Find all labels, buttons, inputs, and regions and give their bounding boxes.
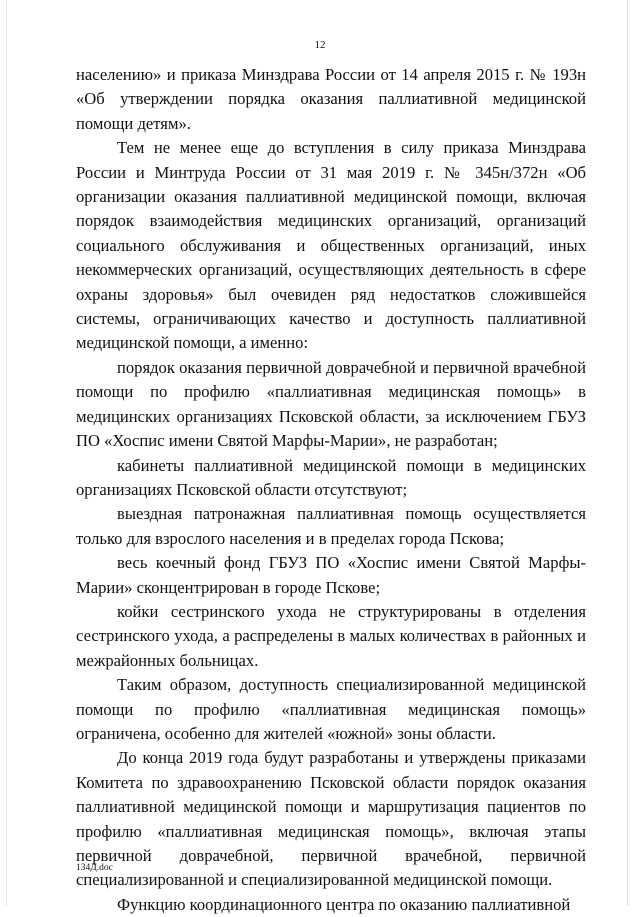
paragraph-5: выездная патронажная паллиативная помощь осуществляется только для взрослого населения и в пределах города Пскова;	[76, 504, 586, 548]
paragraph-2: Тем не менее еще до вступления в силу приказа Минздрава России и Минтруда России от 31 мая 2019 г. № 345н/372н «Об организации оказания паллиативной медицинской помощи, включая порядок взаимодействия медицинских организаций, организаций социального обслуживания и общественных организаций, иных некоммерческих организаций, осуществляющих деятельность в сфере охраны здоровья» был очевиден ряд недостатков сложившейся системы, ограничивающих качество и доступность паллиативной медицинской помощи, а именно:	[76, 138, 586, 353]
paragraph-7: койки сестринского ухода не структурированы в отделения сестринского ухода, а распределены в малых количествах в районных и межрайонных больницах.	[76, 601, 586, 670]
page-number: 12	[314, 39, 326, 51]
paragraph-4: кабинеты паллиативной медицинской помощи в медицинских организациях Псковской области отсутствуют;	[76, 455, 586, 499]
paragraph-1: населению» и приказа Минздрава России от 14 апреля 2015 г. № 193н «Об утверждении порядка оказания паллиативной медицинской помощи детям».	[76, 65, 586, 133]
file-name-footer: 134Д.doc	[76, 863, 113, 873]
paragraph-9: До конца 2019 года будут разработаны и утверждены приказами Комитета по здравоохранению Псковской области порядок оказания паллиативной медицинской помощи и маршрутизация пациентов по профилю «паллиативная медицинская помощь», включая этапы первичной доврачебной, первичной врачебной, первичной специализированной и специализированной медицинской помощи.	[76, 748, 586, 890]
paragraph-3: порядок оказания первичной доврачебной и первичной врачебной помощи по профилю «паллиативная медицинская помощь» в медицинских организациях Псковской области, за исключением ГБУЗ ПО «Хоспис имени Святой Марфы-Марии», не разработан;	[76, 357, 586, 451]
paragraph-10: Функцию координационного центра по оказанию паллиативной	[117, 894, 571, 914]
document-body	[76, 63, 586, 917]
scan-edge-right	[627, 0, 640, 905]
paragraph-8: Таким образом, доступность специализированной медицинской помощи по профилю «паллиативная медицинская помощь» ограничена, особенно для жителей «южной» зоны области.	[76, 675, 586, 743]
scan-edge-left	[0, 0, 7, 905]
paragraph-6: весь коечный фонд ГБУЗ ПО «Хоспис имени Святой Марфы-Марии» сконцентрирован в городе Пскове;	[76, 553, 586, 597]
